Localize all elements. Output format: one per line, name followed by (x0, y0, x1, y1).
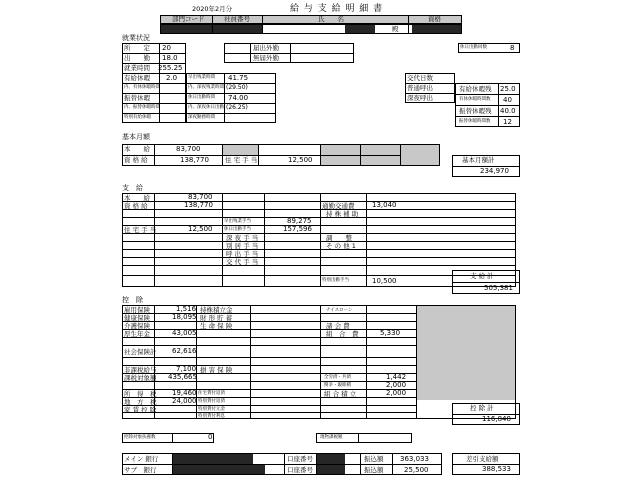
sub-deposit-value: 25,500 (404, 466, 429, 474)
main-account-label: 口座番号 (287, 455, 313, 463)
workdays-label: 出 勤 (124, 54, 150, 62)
income-tax-label: 所 得 税 (124, 390, 157, 398)
base-pay-value: 83,700 (176, 145, 201, 153)
sub-deposit-label: 振込額 (364, 466, 384, 474)
base-total-label: 基本月額計 (462, 156, 495, 164)
night-overtime-value: (29.50) (226, 84, 248, 91)
name-redacted (345, 25, 375, 33)
special-loan-label: 特別貸付返済 (198, 399, 225, 404)
pay-grade-label: 資 格 給 (124, 202, 148, 210)
header-column-bar (160, 15, 462, 24)
special-loan-principal-label: 特別貸付元金 (198, 407, 225, 412)
housing-allowance-label: 住 宅 手 当 (225, 156, 258, 164)
callout-allowance-label: 呼 出 手 当 (226, 250, 259, 258)
sub-account-label: 口座番号 (287, 466, 313, 474)
pay-total-value: 505,381 (484, 284, 513, 292)
pension-value: 43,005 (172, 329, 197, 337)
health-insurance-label: 健康保険 (124, 314, 150, 322)
substitute-leave-hours-count-value: 12 (503, 118, 512, 126)
stock-savings-label: 持株積立金 (200, 306, 233, 314)
holiday-work-hours-label: 休日出勤時間 (188, 95, 215, 100)
pay-housing-value: 12,500 (188, 225, 213, 233)
commute-value: 13,040 (372, 201, 397, 209)
special-work-allowance-label: 特別出勤手当 (322, 278, 349, 283)
normal-callout-label: 普通呼出 (407, 84, 433, 92)
pay-total-label: 支 給 計 (470, 272, 494, 280)
paid-leave-value: 2.0 (166, 74, 178, 82)
misc-fees-label: 諸 会 費 (326, 322, 350, 330)
income-tax-value: 19,460 (172, 389, 197, 397)
substitute-leave-hours-label: 内、振替休暇時間 (124, 105, 160, 110)
net-pay-value: 388,533 (482, 465, 511, 473)
employment-insurance-value: 1,516 (176, 305, 197, 313)
paid-leave-label: 有給休暇 (124, 74, 150, 82)
holiday-allowance-value: 157,596 (283, 225, 312, 233)
overtime-allowance-label: 早出残業手当 (224, 219, 251, 224)
special-work-allowance-value: 10,500 (372, 277, 397, 285)
taxable-amount-value: 435,665 (168, 373, 197, 381)
life-insurance-label: 生 命 保 険 (200, 322, 233, 330)
housing-loan-label: 住宅貸付返済 (198, 391, 225, 396)
pay-base-label: 本 給 (124, 194, 150, 202)
name-header: 氏 名 (318, 15, 344, 23)
pay-period: 2020年2月分 (192, 5, 233, 13)
employee-number-header: 社員番号 (224, 15, 250, 23)
base-total-value: 234,970 (480, 167, 509, 175)
scheduled-days-label: 所 定 (124, 44, 150, 52)
pay-grade-value: 138,770 (184, 201, 213, 209)
dept-code-redacted (161, 25, 212, 33)
non-taxable-value: 7,100 (176, 365, 197, 373)
main-deposit-label: 振込額 (364, 455, 384, 463)
union-fee-label: 組 合 費 (326, 330, 359, 338)
unreported-outside-work-label: 無届外勤 (253, 54, 279, 62)
substitute-leave-hours-count-label: 振替休暇時間数 (459, 119, 491, 124)
paid-leave-hours-count-value: 40 (503, 96, 512, 104)
social-insurance-total-value: 62,616 (172, 347, 197, 355)
net-pay-label: 差引支給額 (466, 455, 499, 463)
social-insurance-total-label: 社会保険計 (124, 348, 157, 356)
health-insurance-value: 18,095 (172, 313, 197, 321)
base-shaded-cell (223, 145, 258, 155)
grade-header: 資格 (428, 15, 441, 23)
substitute-leave-label: 振替休暇 (124, 94, 150, 102)
friendship-savings-value: 2,000 (386, 381, 407, 389)
paid-leave-hours-count-label: 有休休暇時間数 (459, 97, 491, 102)
main-bank-label: メイン 銀行 (124, 455, 159, 463)
holiday-work-hours-value: 74.00 (228, 94, 249, 102)
employment-insurance-label: 雇用保険 (124, 306, 150, 314)
special-loan-interest-label: 特別貸付利息 (198, 414, 225, 419)
night-allowance-label: 深 夜 手 当 (226, 234, 259, 242)
taxable-amount-label: 課税対象額 (124, 374, 157, 382)
night-holiday-label: 内、深夜休日出勤 (188, 105, 224, 110)
union-savings-label: 組 合 積 立 (324, 390, 357, 398)
paid-leave-balance-value: 25.0 (500, 85, 516, 93)
attendance-heading: 就業状況 (122, 34, 150, 42)
substitute-leave-balance-label: 振替休暇残 (459, 107, 492, 115)
mutual-aid-label: 全労済・共済 (324, 375, 351, 380)
sub-account-number-redacted (317, 465, 345, 474)
mutual-aid-value: 1,442 (386, 373, 407, 381)
deduction-total-label: 控 除 計 (470, 404, 494, 412)
friendship-savings-label: 関争・親睦積 (324, 383, 351, 388)
sub-bank-name-redacted (173, 465, 265, 474)
deductions-shaded-area (417, 306, 515, 400)
grade-pay-value: 138,770 (180, 156, 209, 164)
other1-label: そ の 他 1 (326, 242, 356, 250)
holiday-work-count-label: 休日出勤回数 (460, 45, 487, 50)
pay-housing-label: 住 宅 手 当 (124, 226, 157, 234)
care-insurance-label: 介護保険 (124, 322, 150, 330)
work-hours-label: 就業時間 (124, 64, 150, 72)
non-taxable-label: 非課税給与 (124, 366, 157, 374)
overtime-allowance-value: 89,275 (287, 217, 312, 225)
paid-leave-balance-label: 有給休暇残 (459, 85, 492, 93)
night-work-hours-label: 深夜勤務時間 (188, 115, 215, 120)
substitute-leave-balance-value: 40.0 (500, 107, 516, 115)
deductions-heading: 控 除 (122, 296, 143, 304)
dept-code-header: 部門コード (172, 15, 205, 23)
base-monthly-heading: 基本月額 (122, 133, 150, 141)
night-overtime-label: 内、深夜残業時間 (188, 85, 224, 90)
dependents-value: 0 (208, 433, 213, 441)
employee-number-redacted (213, 25, 262, 33)
overtime-hours-value: 41.75 (228, 74, 249, 82)
union-fee-value: 5,330 (380, 329, 401, 337)
commute-label: 通勤交通費 (322, 202, 355, 210)
base-pay-label: 本 給 (124, 145, 150, 153)
main-bank-name-redacted (173, 454, 253, 464)
workdays-value: 18.0 (162, 54, 178, 62)
main-deposit-value: 363,033 (400, 455, 429, 463)
local-tax-label: 地 方 税 (124, 398, 157, 406)
dependents-label: 控除対象扶養数 (124, 435, 156, 440)
damage-insurance-label: 損 害 保 険 (200, 366, 233, 374)
holiday-allowance-label: 休日出勤手当 (224, 227, 251, 232)
adjustment-label: 調 整 (326, 234, 352, 242)
pension-label: 厚生年金 (124, 330, 150, 338)
asset-savings-label: 財 形 貯 蓄 (200, 314, 233, 322)
reported-outside-work-label: 届出外勤 (253, 44, 279, 52)
paid-leave-hours-label: 内、有休休暇時間 (124, 85, 160, 90)
document-title: 給 与 支 給 明 細 書 (290, 4, 384, 14)
separation-allowance-label: 別 居 手 当 (226, 242, 259, 250)
union-savings-value: 2,000 (386, 389, 407, 397)
grade-redacted (412, 25, 461, 33)
main-account-number-redacted (317, 454, 345, 464)
rent-deduction-label: 家 賃 控 除 (124, 406, 157, 414)
payments-heading: 支 給 (122, 184, 143, 192)
shift-allowance-label: 交 代 手 当 (226, 258, 259, 266)
holiday-work-count-value: 8 (510, 44, 515, 52)
pay-base-value: 83,700 (188, 193, 213, 201)
sub-bank-label: サブ 銀行 (124, 466, 157, 474)
stock-subsidy-label: 持 株 補 助 (326, 210, 359, 218)
night-holiday-value: (26.25) (226, 104, 248, 111)
night-callout-label: 深夜呼出 (407, 94, 433, 102)
honorific: 殿 (392, 25, 399, 33)
shift-days-label: 交代日数 (407, 74, 433, 82)
deduction-total-value: 116,848 (482, 415, 511, 423)
grade-pay-label: 資 格 給 (124, 156, 148, 164)
special-paid-leave-label: 特別有給休暇 (124, 115, 151, 120)
nice-loan-label: ナイスローン (326, 308, 353, 313)
overtime-hours-label: 早出残業時間 (188, 75, 215, 80)
work-hours-value: 255.25 (158, 64, 183, 72)
scheduled-days-value: 20 (162, 44, 171, 52)
local-tax-value: 24,000 (172, 397, 197, 405)
housing-allowance-value: 12,500 (288, 156, 313, 164)
in-kind-tax-label: 現物課税額 (320, 435, 343, 440)
